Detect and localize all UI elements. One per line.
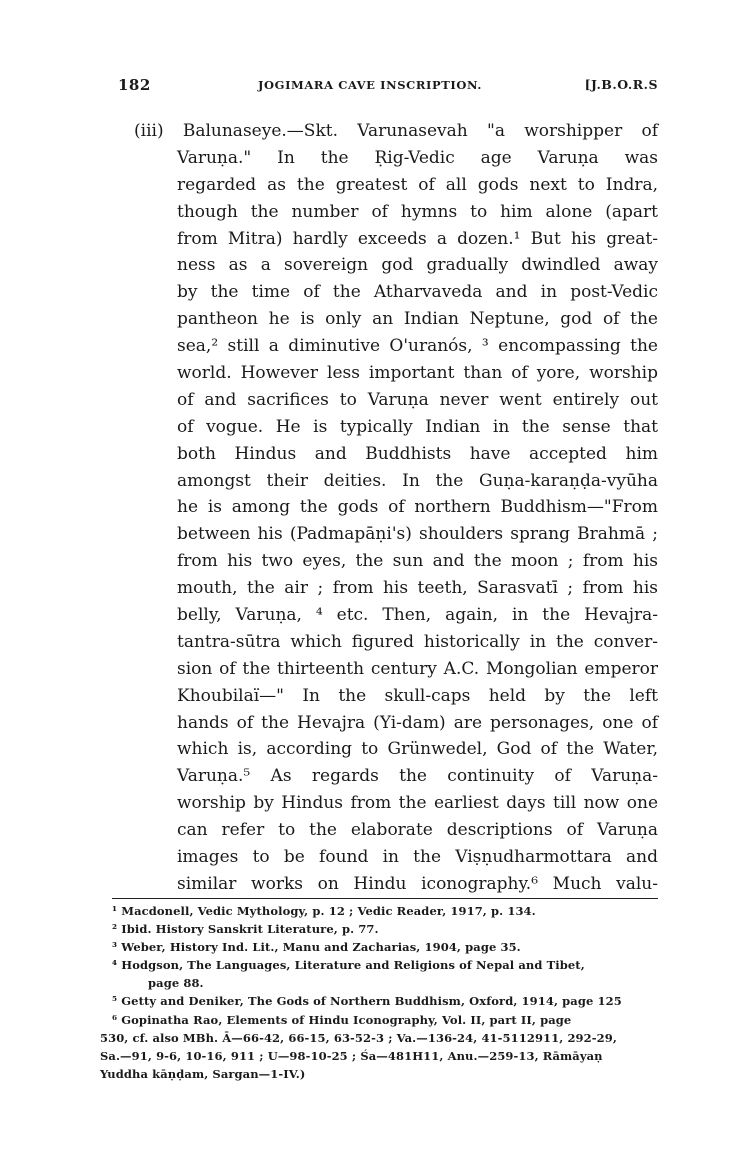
- text-line: Varuṇa.⁵ As regards the continuity of Varuṇa-: [177, 766, 658, 787]
- text-line: which is, according to Grünwedel, God of the Water,: [177, 739, 658, 760]
- text-line: of vogue. He is typically Indian in the sense that: [177, 416, 658, 437]
- page-header: [118, 76, 658, 98]
- text-line: worship by Hindus from the earliest days till now one: [177, 793, 658, 814]
- text-line: ness as a sovereign god gradually dwindled away: [177, 255, 658, 276]
- text-line: similar works on Hindu iconography.⁶ Much valu-: [177, 873, 658, 894]
- text-line: images to be found in the Viṣṇudharmottara and: [177, 847, 658, 868]
- text-line: pantheon he is only an Indian Neptune, god of the: [177, 309, 658, 330]
- text-line: from Mitra) hardly exceeds a dozen.¹ But his great-: [177, 228, 658, 249]
- text-line: Khoubilaï—" In the skull-caps held by the left: [177, 685, 658, 706]
- text-line: sion of the thirteenth century A.C. Mongolian emperor: [177, 658, 658, 679]
- text-line: tantra-sūtra which figured historically in the conver-: [177, 631, 658, 652]
- footnote-continuation: Sa.—91, 9-6, 10-16, 911 ; U—98-10-25 ; Śa—481H11, Anu.—259-13, Rāmāyaṇ: [100, 1048, 603, 1063]
- journal-reference: [J.B.O.R.S: [584, 77, 658, 92]
- text-line: by the time of the Atharvaveda and in post-Vedic: [177, 282, 658, 303]
- text-line: of and sacrifices to Varuṇa never went entirely out: [177, 389, 658, 410]
- text-line: hands of the Hevajra (Yi-dam) are personages, one of: [177, 712, 658, 733]
- text-line: (iii) Balunaseye.—Skt. Varunasevah "a worshipper of: [134, 121, 658, 141]
- text-line: regarded as the greatest of all gods next to Indra,: [177, 174, 658, 195]
- footnote: ⁵ Getty and Deniker, The Gods of Northern Buddhism, Oxford, 1914, page 125: [112, 994, 622, 1009]
- text-line: both Hindus and Buddhists have accepted him: [177, 443, 658, 464]
- footnotes: [100, 898, 658, 1083]
- footnote: ⁴ Hodgson, The Languages, Literature and Religions of Nepal and Tibet,: [112, 958, 585, 973]
- footnote: ² Ibid. History Sanskrit Literature, p. 77.: [112, 922, 379, 937]
- footnote-continuation: page 88.: [148, 976, 204, 991]
- text-line: world. However less important than of yore, worship: [177, 363, 658, 384]
- footnote-continuation: 530, cf. also MBh. Ā—66-42, 66-15, 63-52-3 ; Va.—136-24, 41-5112911, 292-29,: [100, 1030, 617, 1045]
- footnote: ³ Weber, History Ind. Lit., Manu and Zacharias, 1904, page 35.: [112, 940, 521, 955]
- footnote-continuation: Yuddha kāṇḍam, Sargan—1-IV.): [100, 1066, 306, 1081]
- text-line: amongst their deities. In the Guṇa-karaṇḍa-vyūha: [177, 470, 658, 491]
- text-line: Varuṇa." In the Ṛig-Vedic age Varuṇa was: [177, 147, 658, 168]
- footnote-divider: [112, 898, 658, 899]
- text-line: can refer to the elaborate descriptions of Varuṇa: [177, 820, 658, 841]
- text-line: between his (Padmapāṇi's) shoulders sprang Brahmā ;: [177, 524, 658, 545]
- text-line: he is among the gods of northern Buddhism—"From: [177, 497, 658, 518]
- running-title: JOGIMARA CAVE INSCRIPTION.: [258, 78, 482, 92]
- text-line: belly, Varuṇa, ⁴ etc. Then, again, in the Hevajra-: [177, 605, 658, 626]
- text-line: mouth, the air ; from his teeth, Sarasvatī ; from his: [177, 578, 658, 599]
- page-number: 182: [118, 76, 151, 94]
- footnote: ⁶ Gopinatha Rao, Elements of Hindu Iconography, Vol. II, part II, page: [112, 1012, 572, 1027]
- footnote: ¹ Macdonell, Vedic Mythology, p. 12 ; Vedic Reader, 1917, p. 134.: [112, 904, 536, 918]
- text-line: sea,² still a diminutive O'uranós, ³ encompassing the: [177, 336, 658, 357]
- main-text: [134, 118, 658, 898]
- text-line: from his two eyes, the sun and the moon ; from his: [177, 551, 658, 572]
- text-line: though the number of hymns to him alone (apart: [177, 201, 658, 222]
